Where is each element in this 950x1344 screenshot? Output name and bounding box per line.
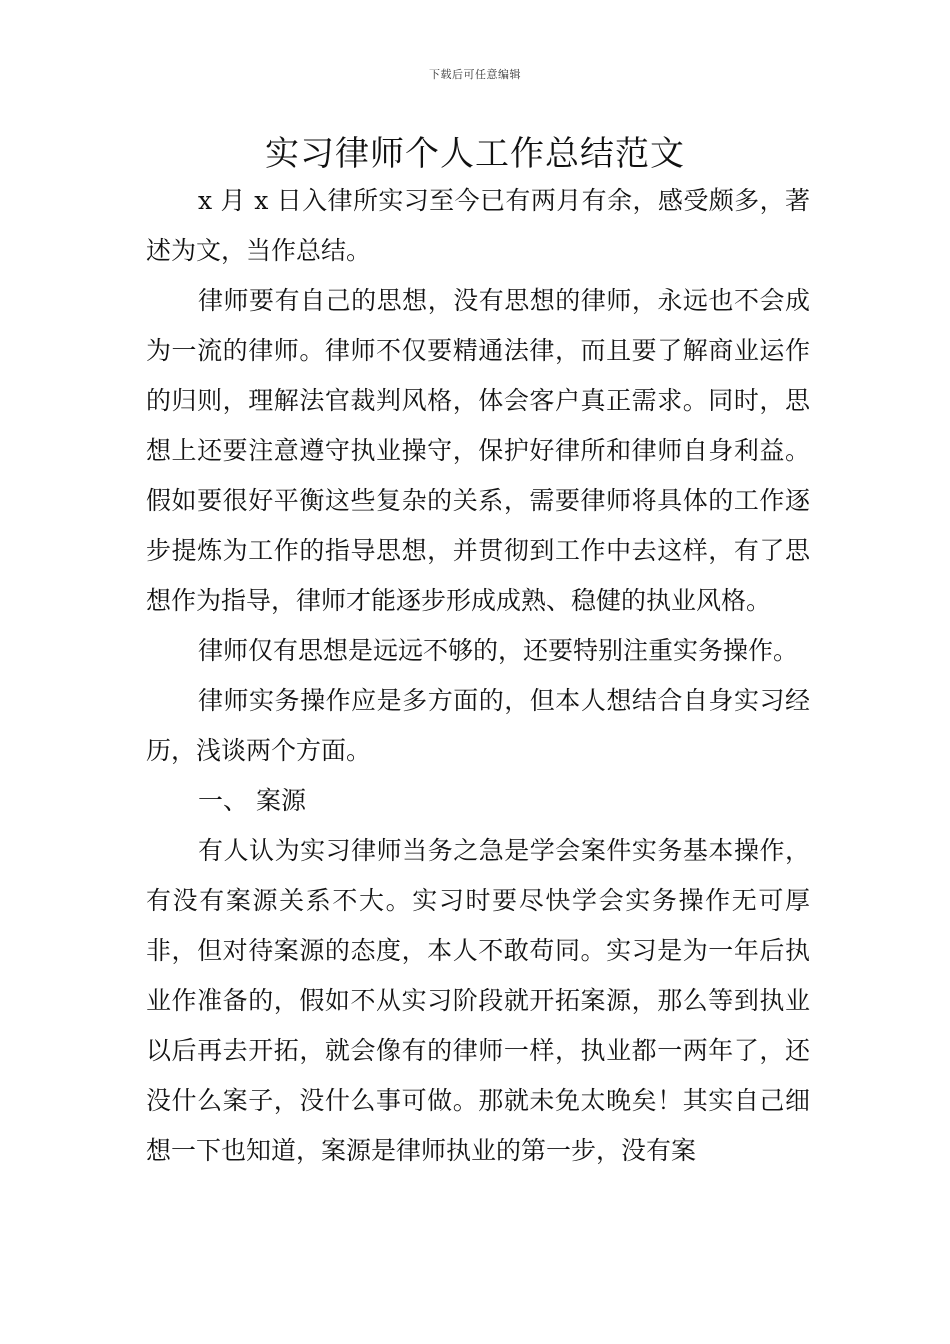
paragraph-practice: 律师仅有思想是远远不够的，还要特别注重实务操作。 <box>198 636 799 665</box>
paragraph-intro: x 月 x 日入律所实习至今已有两月有余，感受颇多，著述为文，当作总结。 <box>146 186 810 265</box>
paragraph-two-aspects: 律师实务操作应是多方面的，但本人想结合自身实习经历，浅谈两个方面。 <box>146 686 810 765</box>
section-heading-case-source: 一、 案源 <box>198 786 306 815</box>
paragraph-case-source: 有人认为实习律师当务之急是学会案件实务基本操作，有没有案源关系不大。实习时要尽快学会实务操作无可厚非，但对待案源的态度，本人不敢苟同。实习是为一年后执业作准备的，假如不从实习阶段就开拓案源，那么等到执业以后再去开拓，就会像有的律师一样，执业都一两年了，还没什么案子，没什么事可做。那就未免太晚矣！其实自己细想一下也知道，案源是律师执业的第一步，没有案 <box>146 836 810 1165</box>
document-title: 实习律师个人工作总结范文 <box>265 134 685 174</box>
header-note: 下载后可任意编辑 <box>429 68 521 81</box>
document-body <box>146 176 810 1176</box>
paragraph-thinking: 律师要有自己的思想，没有思想的律师，永远也不会成为一流的律师。律师不仅要精通法律，而且要了解商业运作的归则，理解法官裁判风格，体会客户真正需求。同时，思想上还要注意遵守执业操守，保护好律所和律师自身利益。假如要很好平衡这些复杂的关系，需要律师将具体的工作逐步提炼为工作的指导思想，并贯彻到工作中去这样，有了思想作为指导，律师才能逐步形成成熟、稳健的执业风格。 <box>146 286 810 615</box>
